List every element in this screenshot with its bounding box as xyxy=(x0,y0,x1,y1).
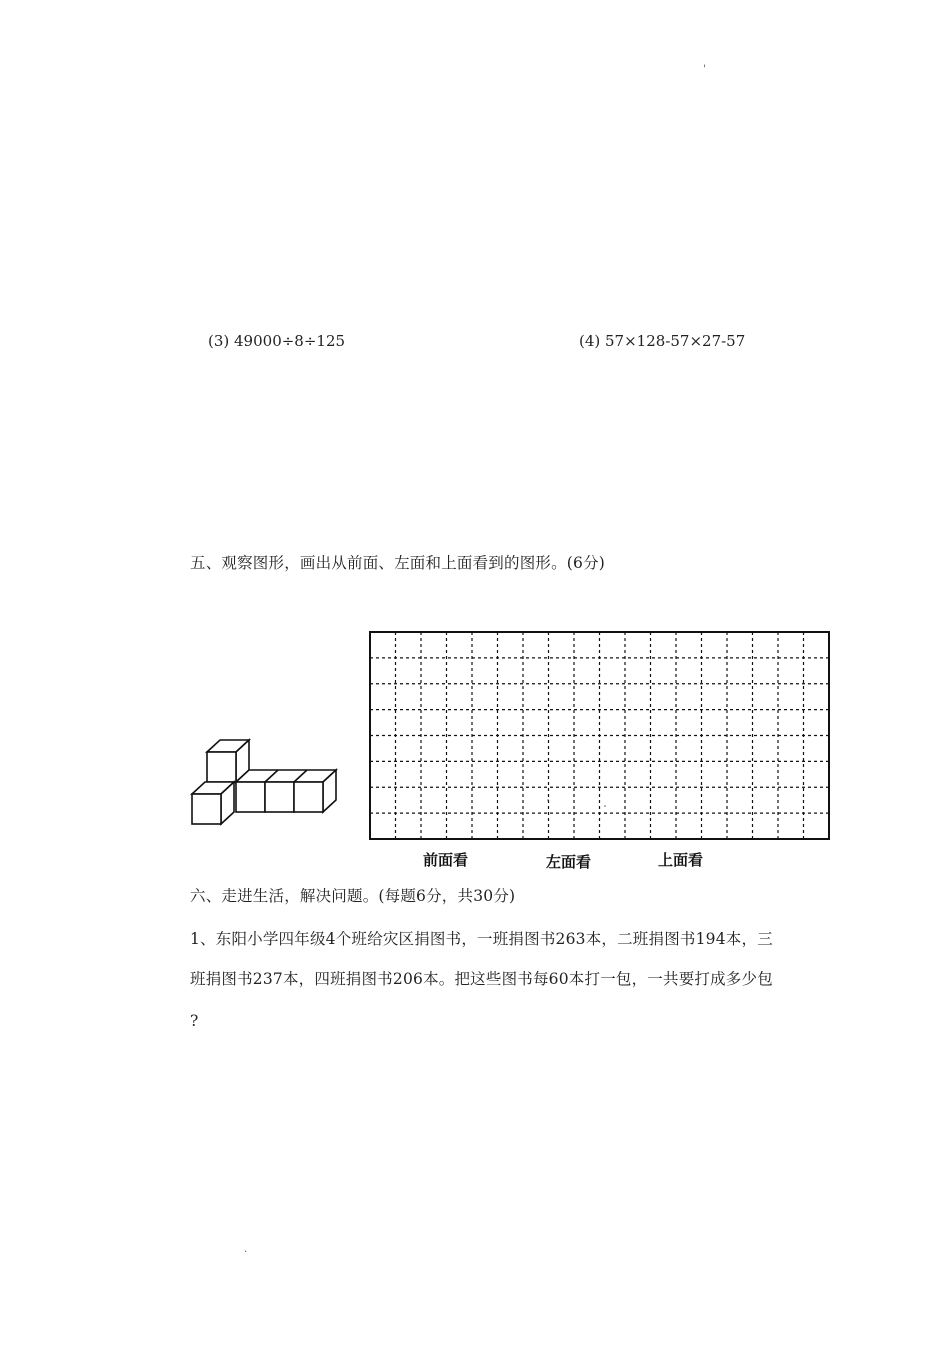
top-cube-front-face xyxy=(207,752,236,782)
stray-mark-bottom: . xyxy=(244,1244,248,1255)
row-cube-3 xyxy=(294,782,323,812)
label-left-view: 左面看 xyxy=(546,853,592,871)
problem-1-line-1: 1、东阳小学四年级4个班给灾区捐图书，一班捐图书263本，二班捐图书194本，三 xyxy=(190,930,773,948)
section-5-heading: 五、观察图形，画出从前面、左面和上面看到的图形。(6分) xyxy=(190,554,606,572)
problem-1-line-3: ? xyxy=(190,1012,199,1030)
question-3: (3) 49000÷8÷125 xyxy=(208,332,346,350)
question-4: (4) 57×128-57×27-57 xyxy=(579,332,746,350)
row-cube-1 xyxy=(236,782,265,812)
problem-1-line-2: 班捐图书237本，四班捐图书206本。把这些图书每60本打一包，一共要打成多少包 xyxy=(190,970,773,988)
front-cube-front-face xyxy=(192,794,221,824)
section-6-heading: 六、走进生活，解决问题。(每题6分，共30分) xyxy=(190,887,516,905)
row-cube-2 xyxy=(265,782,294,812)
stray-mark-top: ' xyxy=(703,64,706,75)
row-top-face xyxy=(236,770,336,782)
cube-figure xyxy=(188,738,340,828)
drawing-grid[interactable] xyxy=(368,630,832,842)
label-front-view: 前面看 xyxy=(423,851,469,869)
label-top-view: 上面看 xyxy=(658,851,704,869)
